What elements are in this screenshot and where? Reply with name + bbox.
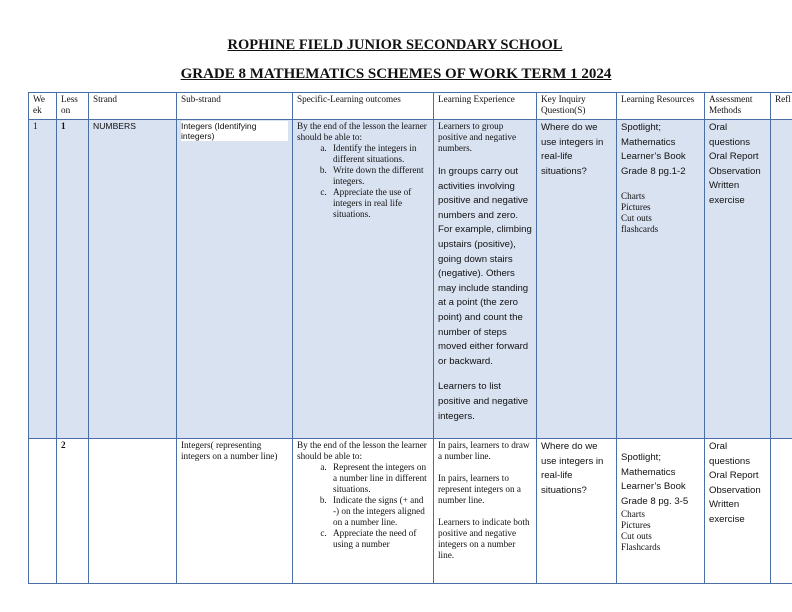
header-outcomes: Specific-Learning outcomes: [293, 93, 434, 120]
resource-item: Pictures: [621, 202, 651, 213]
outcome-item: a. Represent the integers on a number line in different situations.: [329, 462, 429, 495]
outcome-item: b. Write down the different integers.: [329, 165, 429, 187]
reflection-cell: [771, 439, 792, 584]
resource-item: Flashcards: [621, 542, 661, 553]
resources-cell: [617, 439, 705, 584]
header-experience: Learning Experience: [434, 93, 537, 120]
experience-item: In groups carry out activities involving positive and negative numbers and zero. For example, climbing upstairs (positive), going down stairs (negative). Others may include standing at a point (the zero point) and count the number of steps moved either forward or backward.: [438, 166, 532, 367]
outcome-item: a. Identify the integers in different situations.: [329, 143, 429, 165]
outcomes-intro: By the end of the lesson the learner should be able to:: [297, 121, 427, 142]
outcomes-cell: [293, 120, 434, 439]
week-cell: [29, 439, 57, 584]
header-assessment: Assessment Methods: [705, 93, 771, 120]
outcomes-intro: By the end of the lesson the learner should be able to:: [297, 440, 427, 461]
assessment-item: Oral Report: [709, 470, 759, 482]
substrand-text: Integers (Identifying integers): [181, 121, 288, 141]
experience-item: Learners to list positive and negative integers.: [438, 381, 529, 422]
resource-item: Charts: [621, 509, 645, 520]
week-cell: 1: [29, 120, 57, 439]
assessment-item: Observation: [709, 484, 761, 496]
outcome-item: c. Appreciate the use of integers in real life situations.: [329, 187, 429, 220]
table-row: [29, 120, 792, 439]
schemes-table: [28, 92, 792, 584]
assessment-item: Written exercise: [709, 180, 745, 206]
resource-item: Cut outs: [621, 531, 652, 542]
outcomes-cell: [293, 439, 434, 584]
strand-cell: [89, 439, 177, 584]
assessment-item: Observation: [709, 165, 761, 177]
assessment-item: Written exercise: [709, 499, 745, 525]
assessment-item: Oral Report: [709, 151, 759, 163]
resources-cell: [617, 120, 705, 439]
resource-item: Charts: [621, 191, 645, 202]
header-lesson: Less on: [57, 93, 89, 120]
assessment-cell: [705, 120, 771, 439]
table-row: [29, 439, 792, 584]
assessment-cell: [705, 439, 771, 584]
header-reflection: Refl: [771, 93, 792, 120]
header-substrand: Sub-strand: [177, 93, 293, 120]
experience-item: In pairs, learners to draw a number line.: [438, 440, 530, 461]
header-row: [29, 93, 792, 120]
substrand-cell: Integers( representing integers on a number line): [177, 439, 293, 584]
assessment-item: Oral questions: [709, 441, 751, 467]
experience-cell: [434, 439, 537, 584]
school-title: ROPHINE FIELD JUNIOR SECONDARY SCHOOL: [227, 37, 563, 53]
outcome-item: c. Appreciate the need of using a number: [329, 528, 429, 550]
assessment-item: Oral questions: [709, 122, 751, 148]
document-subtitle: GRADE 8 MATHEMATICS SCHEMES OF WORK TERM 1 2024: [180, 66, 612, 82]
header-strand: Strand: [89, 93, 177, 120]
inquiry-cell: Where do we use integers in real-life situations?: [537, 120, 617, 439]
lesson-number: 1: [61, 121, 66, 131]
inquiry-cell: Where do we use integers in real-life situations?: [537, 439, 617, 584]
experience-item: Learners to group positive and negative numbers.: [438, 121, 517, 153]
outcome-item: b. Indicate the signs (+ and -) on the integers aligned on a number line.: [329, 495, 429, 528]
lesson-number: 2: [61, 440, 66, 450]
experience-cell: [434, 120, 537, 439]
experience-item: Learners to indicate both positive and negative integers on a number line.: [438, 517, 530, 560]
lesson-cell: [57, 439, 89, 584]
resources-main: Spotlight; Mathematics Learner’s Book Grade 8 pg. 3-5: [621, 452, 689, 507]
experience-item: In pairs, learners to represent integers on a number line.: [438, 473, 521, 505]
resource-item: Pictures: [621, 520, 651, 531]
header-week: We ek: [29, 93, 57, 120]
substrand-cell: [177, 120, 293, 439]
resource-item: Cut outs: [621, 213, 652, 224]
resources-main: Spotlight; Mathematics Learner’s Book Grade 8 pg.1-2: [621, 122, 686, 177]
header-resources: Learning Resources: [617, 93, 705, 120]
header-inquiry: Key Inquiry Question(S): [537, 93, 617, 120]
reflection-cell: [771, 120, 792, 439]
lesson-cell: [57, 120, 89, 439]
resource-item: flashcards: [621, 224, 659, 235]
strand-cell: NUMBERS: [89, 120, 177, 439]
